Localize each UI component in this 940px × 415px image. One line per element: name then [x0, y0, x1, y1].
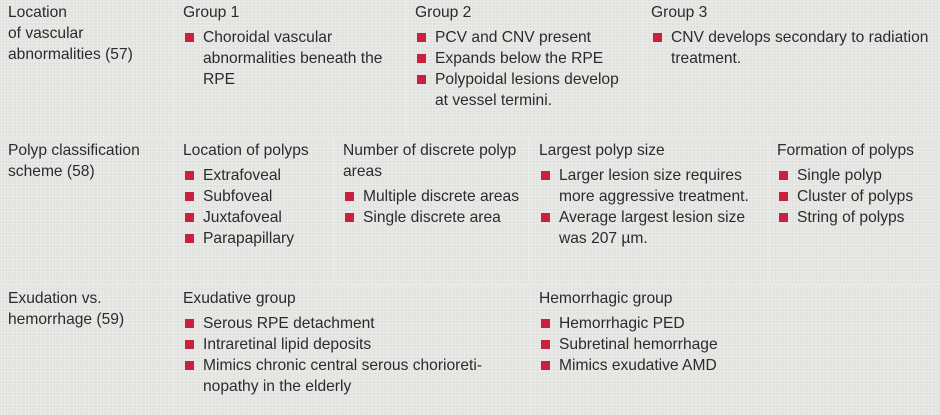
formation-of-polyps-cell [769, 138, 940, 284]
list-item: Mimics chronic central serous chorioreti- nopathy in the elderly [183, 355, 519, 397]
list-item: Choroidal vascular abnormalities beneath the RPE [183, 27, 395, 90]
bullet-list [777, 165, 930, 228]
list-item: Mimics exudative AMD [539, 355, 930, 376]
list-item: Expands below the RPE [415, 48, 631, 69]
exudative-group-cell [175, 286, 529, 415]
number-of-polyp-areas-cell [335, 138, 529, 284]
list-item: PCV and CNV present [415, 27, 631, 48]
bullet-list [539, 313, 930, 376]
bullet-list [183, 27, 395, 90]
bullet-list [343, 186, 519, 228]
row-label-text: Polyp classification scheme (58) [8, 142, 140, 180]
list-item: Multiple discrete areas [343, 186, 519, 207]
column-title: Largest polyp size [539, 142, 665, 159]
row-label-text: Exudation vs. hemorrhage (59) [8, 290, 125, 328]
column-title: Location of polyps [183, 142, 309, 159]
largest-polyp-size-cell [531, 138, 767, 284]
list-item: Intraretinal lipid deposits [183, 334, 519, 355]
list-item: Average largest lesion size was 207 µm. [539, 207, 757, 249]
list-item: Extrafoveal [183, 165, 323, 186]
column-title: Formation of polyps [777, 142, 914, 159]
column-title: Group 1 [183, 4, 240, 21]
column-title: Group 2 [415, 4, 472, 21]
list-item: Hemorrhagic PED [539, 313, 930, 334]
bullet-list [183, 165, 323, 249]
location-of-polyps-cell [175, 138, 333, 284]
bullet-list [651, 27, 930, 69]
list-item: Single polyp [777, 165, 930, 186]
column-title: Exudative group [183, 290, 296, 307]
list-item: Single discrete area [343, 207, 519, 228]
column-title: Group 3 [651, 4, 708, 21]
bullet-list [415, 27, 631, 111]
list-item: Serous RPE detachment [183, 313, 519, 334]
list-item: Subretinal hemorrhage [539, 334, 930, 355]
column-title: Hemorrhagic group [539, 290, 673, 307]
row-label [0, 286, 173, 415]
group-2-cell [407, 0, 641, 136]
group-1-cell [175, 0, 405, 136]
column-title: Number of discrete polyp areas [343, 142, 517, 180]
list-item: Subfoveal [183, 186, 323, 207]
list-item: Larger lesion size requires more aggressive treatment. [539, 165, 757, 207]
group-3-cell [643, 0, 940, 136]
bullet-list [539, 165, 757, 249]
list-item: Juxtafoveal [183, 207, 323, 228]
bullet-list [183, 313, 519, 397]
list-item: Polypoidal lesions develop at vessel termini. [415, 69, 631, 111]
row-label [0, 138, 173, 284]
list-item: CNV develops secondary to radiation treatment. [651, 27, 930, 69]
list-item: Cluster of polyps [777, 186, 930, 207]
hemorrhagic-group-cell [531, 286, 940, 415]
list-item: Parapapillary [183, 228, 323, 249]
row-label [0, 0, 173, 136]
list-item: String of polyps [777, 207, 930, 228]
row-label-text: Location of vascular abnormalities (57) [8, 4, 133, 63]
